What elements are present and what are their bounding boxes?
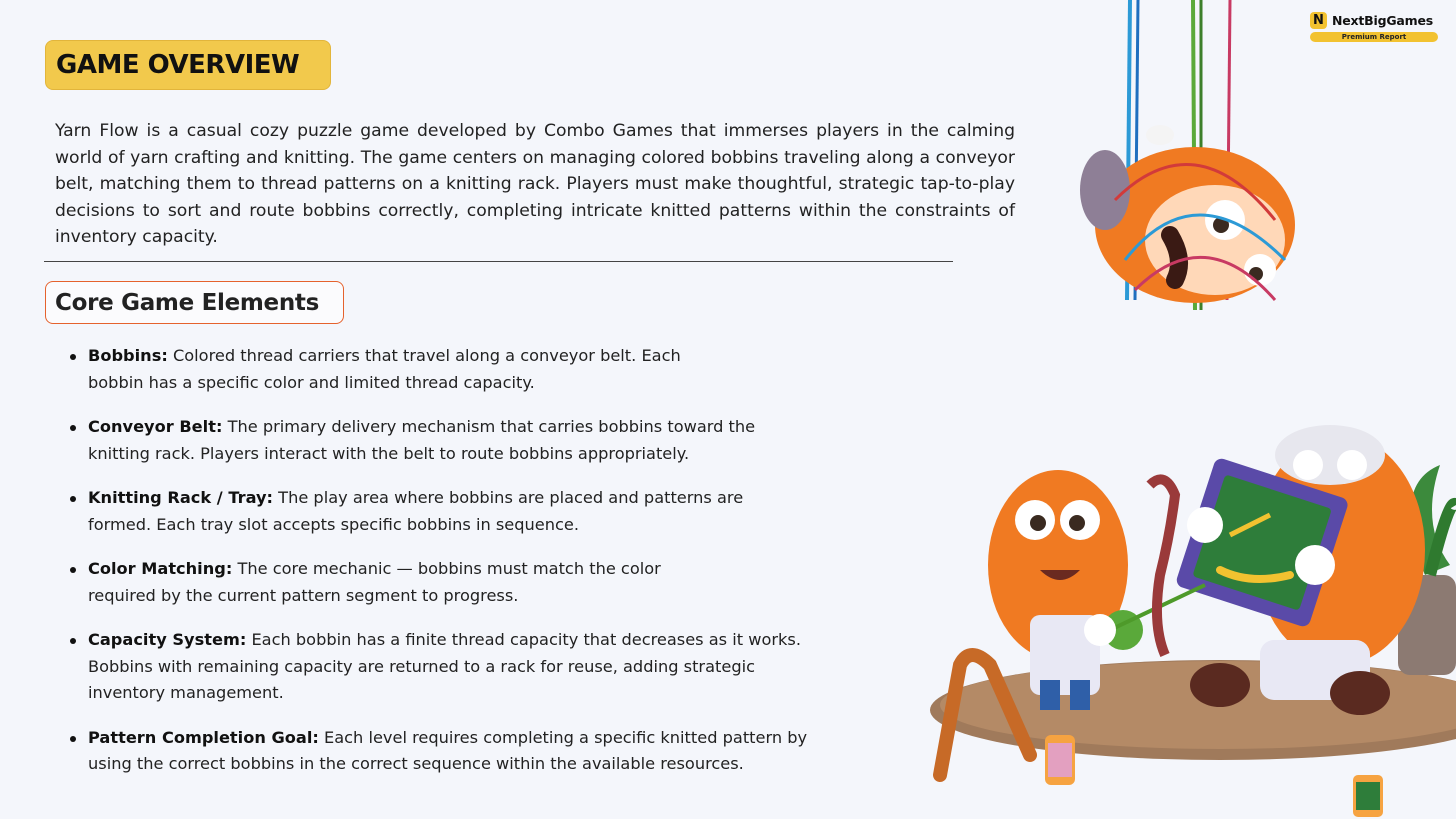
hanging-character-illustration <box>1075 0 1305 350</box>
bullet-icon <box>70 638 76 644</box>
list-item <box>70 627 808 707</box>
brand-logo <box>1310 12 1438 46</box>
item-term: Knitting Rack / Tray: <box>88 488 274 507</box>
bullet-icon <box>70 425 76 431</box>
section-title: Core Game Elements <box>55 289 320 316</box>
bullet-icon <box>70 354 76 360</box>
item-term: Color Matching: <box>88 559 233 578</box>
item-term: Bobbins: <box>88 346 168 365</box>
core-elements-list <box>70 343 830 778</box>
title-badge <box>45 40 331 90</box>
bullet-icon <box>70 567 76 573</box>
bullet-icon <box>70 496 76 502</box>
logo-mark-icon: N <box>1310 12 1327 29</box>
knitting-characters-illustration <box>920 425 1456 819</box>
item-term: Pattern Completion Goal: <box>88 727 319 747</box>
list-item <box>70 343 738 396</box>
item-text: The primary delivery mechanism that carries bobbins toward the knitting rack. Players interact with the belt to route bobbins appropriately. <box>88 417 756 463</box>
page-title: GAME OVERVIEW <box>56 50 300 80</box>
item-term: Capacity System: <box>88 630 247 649</box>
item-text: Each bobbin has a finite thread capacity that decreases as it works. Bobbins with remaining capacity are returned to a rack for reuse, adding strategic inventory management. <box>88 630 801 702</box>
bullet-icon <box>70 736 76 742</box>
intro-paragraph: Yarn Flow is a casual cozy puzzle game developed by Combo Games that immerses players in the calming world of yarn crafting and knitting. The game centers on managing colored bobbins traveling along a conveyor belt, matching them to thread patterns on a knitting rack. Players must make thoughtful, strategic tap-to-play decisions to sort and route bobbins correctly, completing intricate knitted patterns within the constraints of inventory capacity. <box>55 121 1015 247</box>
item-text: The core mechanic — bobbins must match the color required by the current pattern segment to progress. <box>88 559 661 605</box>
list-item <box>70 485 768 538</box>
item-text: The play area where bobbins are placed and patterns are formed. Each tray slot accepts specific bobbins in sequence. <box>88 488 744 534</box>
divider <box>44 261 953 262</box>
section-badge <box>45 281 344 324</box>
item-term: Conveyor Belt: <box>88 417 223 436</box>
logo-tagline: Premium Report <box>1310 32 1438 42</box>
list-item <box>70 414 808 467</box>
logo-name: NextBigGames <box>1332 13 1433 28</box>
list-item <box>70 556 718 609</box>
item-text: Each level requires completing a specific knitted pattern by using the correct bobbins in the correct sequence within the available resources. <box>88 727 808 773</box>
item-text: Colored thread carriers that travel along a conveyor belt. Each bobbin has a specific color and limited thread capacity. <box>88 346 681 392</box>
list-item <box>70 725 818 778</box>
